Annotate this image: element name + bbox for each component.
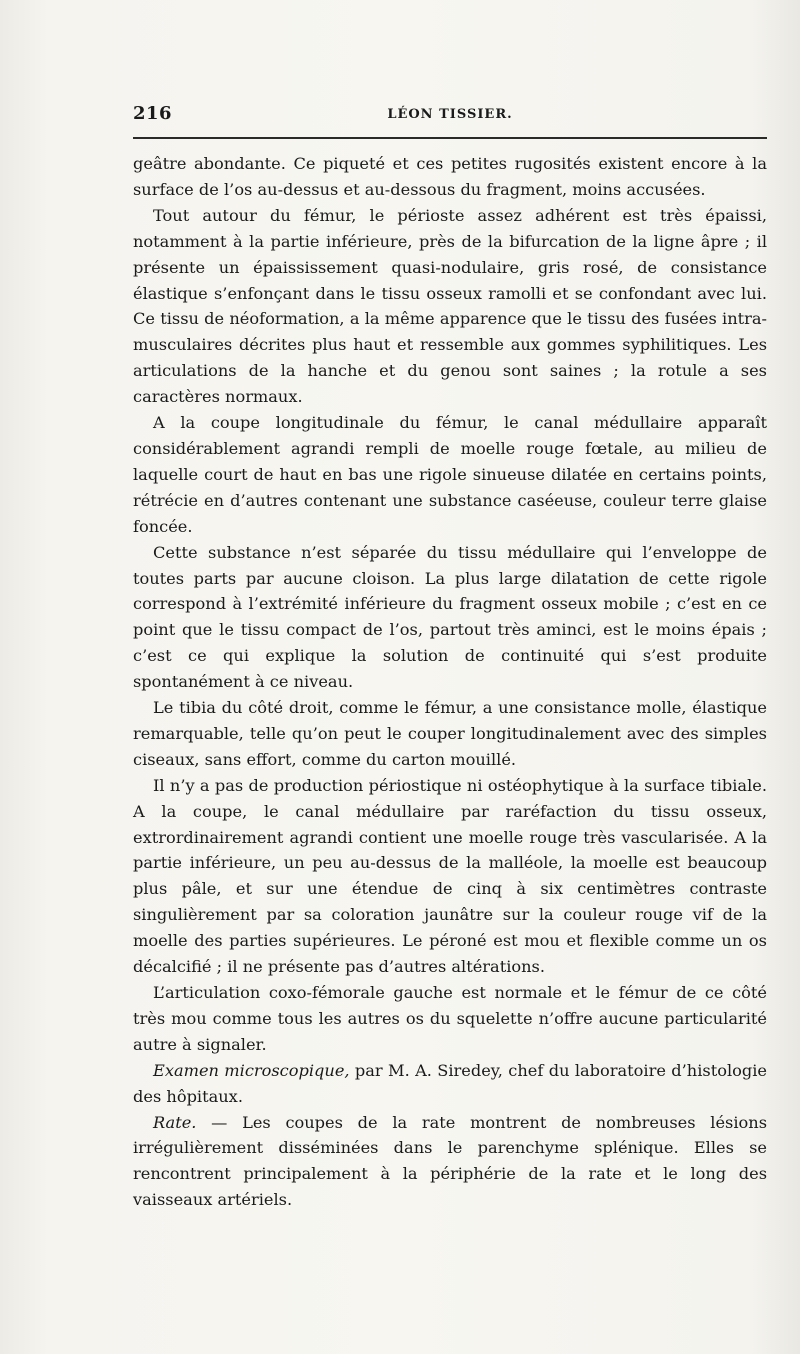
examen-text: par M. A. Siredey, chef du laboratoire d’histologie des hôpitaux. [133,1060,767,1106]
rate-text: — Les coupes de la rate montrent de nombreuses lésions irrégulièrement disséminées dans le parenchyme splénique. Elles se rencontrent principalement à la périphérie de la rate et le long des vaisseaux artériels. [133,1112,767,1210]
paragraph: Tout autour du fémur, le périoste assez adhérent est très épaissi, notamment à la partie inférieure, près de la bifurcation de la ligne âpre ; il présente un épaississement quasi-nodulaire, gris rosé, de consistance élastique s’enfonçant dans le tissu osseux ramolli et se confondant avec lui. Ce tissu de néoformation, a la même apparence que le tissu des fusées intra-musculaires décrites plus haut et ressemble aux gommes syphilitiques. Les articulations de la hanche et du genou sont saines ; la rotule a ses caractères normaux. [133,205,767,407]
page-header [133,103,767,127]
examen-heading: Examen microscopique, [153,1060,350,1080]
paragraph: geâtre abondante. Ce piqueté et ces petites rugosités existent encore à la surface de l’os au-dessus et au-dessous du fragment, moins accusées. [133,154,767,199]
page-number: 216 [133,103,173,124]
paragraph: A la coupe longitudinale du fémur, le canal médullaire apparaît considérablement agrandi rempli de moelle rouge fœtale, au milieu de laquelle court de haut en bas une rigole sinueuse dilatée en certains points, rétrécie en d’autres contenant une substance caséeuse, couleur terre glaise foncée. [133,413,767,536]
paragraph-examen [133,1058,767,1110]
body-text [133,151,767,1213]
rate-heading: Rate. [153,1112,197,1132]
paragraph: Le tibia du côté droit, comme le fémur, a une consistance molle, élastique remarquable, telle qu’on peut le couper longitudinalement avec des simples ciseaux, sans effort, comme du carton mouillé. [133,698,767,769]
paragraph: Il n’y a pas de production périostique ni ostéophytique à la surface tibiale. A la coupe, le canal médullaire par raréfaction du tissu osseux, extrordinairement agrandi contient une moelle rouge très vascularisée. A la partie inférieure, un peu au-dessus de la malléole, la moelle est beaucoup plus pâle, et sur une étendue de cinq à six centimètres contraste singulièrement par sa coloration jaunâtre sur la couleur rouge vif de la moelle des parties supérieures. Le péroné est mou et flexible comme un os décalcifié ; il ne présente pas d’autres altérations. [133,775,767,977]
paragraph: Cette substance n’est séparée du tissu médullaire qui l’enveloppe de toutes parts par aucune cloison. La plus large dilatation de cette rigole correspond à l’extrémité inférieure du fragment osseux mobile ; c’est en ce point que le tissu compact de l’os, partout très aminci, est le moins épais ; c’est ce qui explique la solution de continuité qui s’est produite spontanément à ce niveau. [133,542,767,692]
header-rule [133,137,767,139]
paragraph-rate [133,1110,767,1214]
running-title: LÉON TISSIER. [387,107,513,122]
paragraph: L’articulation coxo-fémorale gauche est normale et le fémur de ce côté très mou comme tous les autres os du squelette n’offre aucune particularité autre à signaler. [133,983,767,1054]
